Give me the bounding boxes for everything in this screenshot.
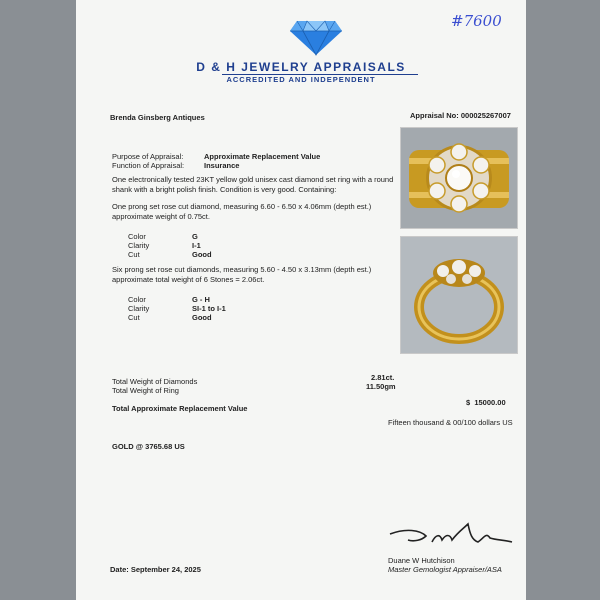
stone2-color: G - H bbox=[192, 295, 210, 304]
stone1-cut: Good bbox=[192, 250, 212, 259]
stone1-clarity-label: Clarity bbox=[128, 241, 150, 250]
replacement-value-label: Total Approximate Replacement Value bbox=[112, 404, 248, 413]
ring-top-image bbox=[401, 128, 517, 228]
ring-side-image bbox=[401, 237, 517, 353]
appraiser-title: Master Gemologist Appraiser/ASA bbox=[388, 565, 502, 574]
function-label: Function of Appraisal: bbox=[112, 161, 185, 170]
stone2-clarity-label: Clarity bbox=[128, 304, 150, 313]
stone2-cut: Good bbox=[192, 313, 212, 322]
stone1-color: G bbox=[192, 232, 198, 241]
appraisal-date: Date: September 24, 2025 bbox=[110, 565, 201, 574]
stone1-cut-label: Cut bbox=[128, 250, 140, 259]
purpose-label: Purpose of Appraisal: bbox=[112, 152, 184, 161]
appraiser-name: Duane W Hutchison bbox=[388, 556, 455, 565]
replacement-value: 15000.00 bbox=[474, 398, 506, 407]
purpose-value: Approximate Replacement Value bbox=[204, 152, 321, 161]
stone2-description: Six prong set rose cut diamonds, measuring 5.60 - 4.50 x 3.13mm (depth est.) approximate total weight of 6 Stones = 2.06ct. bbox=[112, 265, 372, 284]
stone1-color-label: Color bbox=[128, 232, 146, 241]
appraisal-number-row bbox=[410, 111, 511, 120]
stone1-clarity: I-1 bbox=[192, 241, 201, 250]
total-diamond-weight-label: Total Weight of Diamonds bbox=[112, 377, 198, 386]
company-name: D & H JEWELRY APPRAISALS bbox=[196, 60, 406, 74]
stone2-color-label: Color bbox=[128, 295, 146, 304]
appraisal-document bbox=[76, 0, 526, 600]
replacement-value-row bbox=[466, 398, 506, 407]
currency-symbol: $ bbox=[466, 398, 471, 407]
gold-price: GOLD @ 3765.68 US bbox=[112, 442, 185, 451]
ring-side-photo bbox=[400, 236, 518, 354]
handwritten-number: #7600 bbox=[451, 12, 502, 30]
client-name: Brenda Ginsberg Antiques bbox=[110, 113, 205, 122]
appraisal-number-label: Appraisal No: bbox=[410, 111, 459, 120]
total-ring-weight-label: Total Weight of Ring bbox=[112, 386, 179, 395]
total-diamond-weight: 2.81ct. bbox=[371, 373, 395, 382]
appraisal-number: 000025267007 bbox=[460, 111, 511, 120]
ring-description: One electronically tested 23KT yellow gold unisex cast diamond set ring with a round shank with a bright polish finish. Condition is very good. Containing: bbox=[112, 175, 394, 194]
stone2-clarity: SI-1 to I-1 bbox=[192, 304, 226, 313]
stone1-description: One prong set rose cut diamond, measuring 6.60 - 6.50 x 4.06mm (depth est.) approximate weight of 0.75ct. bbox=[112, 202, 372, 221]
signature-icon bbox=[386, 520, 516, 550]
diamond-logo-icon bbox=[289, 20, 343, 56]
ring-top-photo bbox=[400, 127, 518, 229]
company-tagline: ACCREDITED AND INDEPENDENT bbox=[226, 75, 376, 84]
stone2-cut-label: Cut bbox=[128, 313, 140, 322]
total-ring-weight: 11.50gm bbox=[366, 382, 396, 391]
function-value: Insurance bbox=[204, 161, 240, 170]
value-in-words: Fifteen thousand & 00/100 dollars US bbox=[388, 418, 513, 427]
